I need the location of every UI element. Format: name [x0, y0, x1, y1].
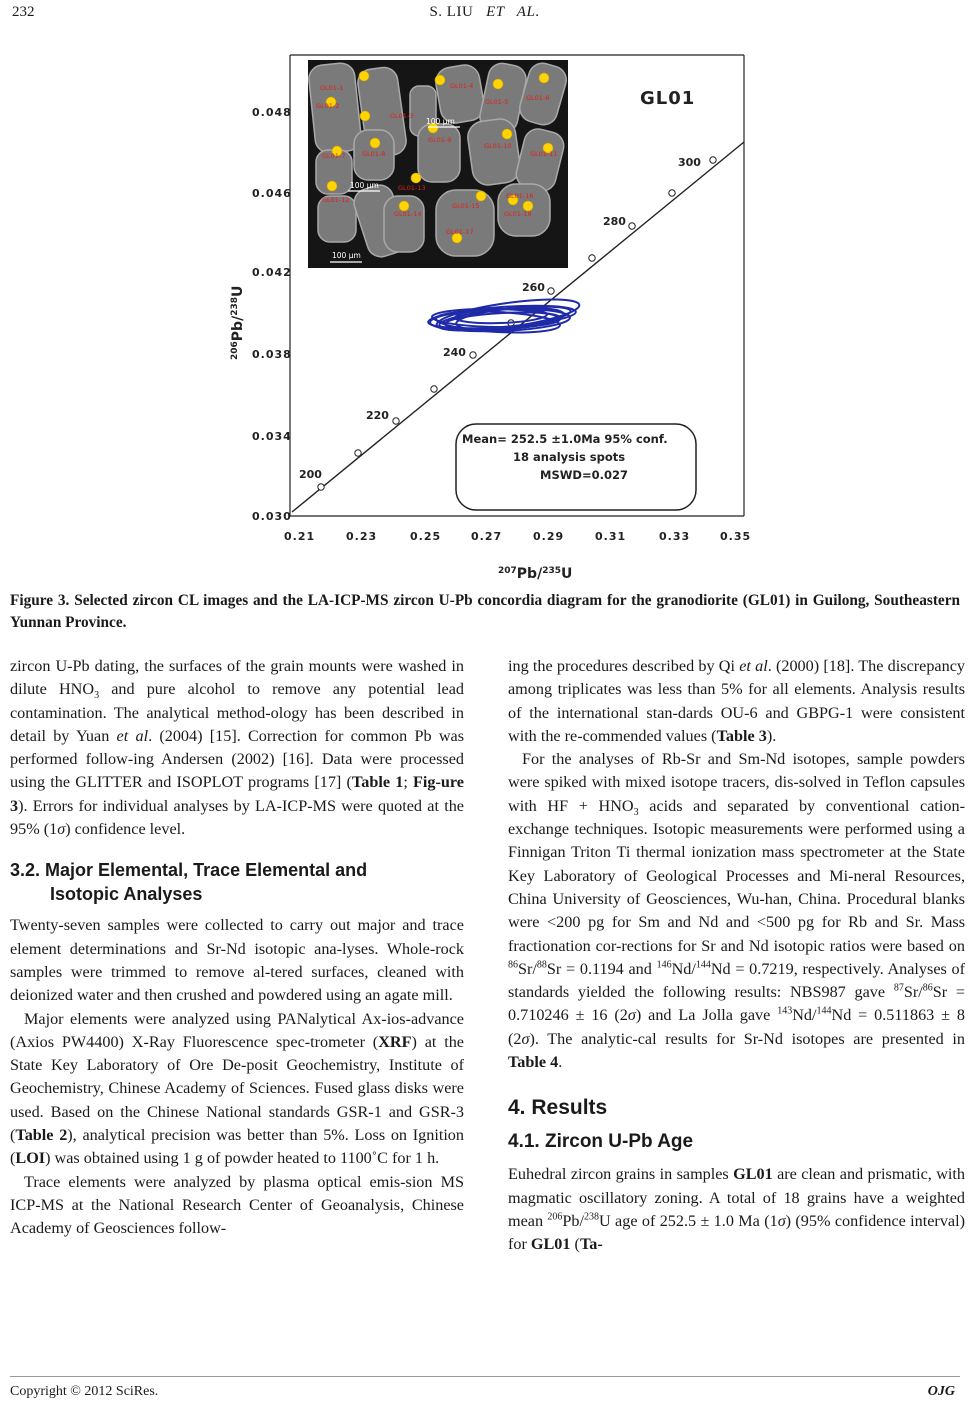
age-label: 240 [443, 346, 466, 359]
age-label: 260 [522, 281, 545, 294]
paragraph: ing the procedures described by Qi et al. (2000) [18]. The discrepancy among triplicates was less than 5% for all elements. Analysis results of the international stan-dards OU-6 and GBPG-1 were consistent with the re-commended values (Table 3). [508, 657, 965, 745]
spot-label: GL01-15 [452, 202, 480, 210]
spot-label: GL01-10 [484, 142, 512, 150]
x-tick-label: 0.25 [410, 530, 442, 543]
spot-label: GL01-2 [316, 102, 340, 110]
spot-label: GL01-17 [446, 228, 474, 236]
scale-bar-label: 100 μm [332, 251, 361, 260]
right-column [508, 655, 965, 1257]
x-tick-label: 0.31 [595, 530, 627, 543]
age-label: 220 [366, 409, 389, 422]
paragraph: For the analyses of Rb-Sr and Sm-Nd isotopes, sample powders were spiked with mixed isotope tracers, dis-solved in Teflon capsules with HF + $HNO_3$ acids and separated by conventional cation-exchange techniques. Isotopic measurements were performed using a Finnigan Triton Ti thermal ionization mass spectrometer at the State Key Laboratory of Geological Processes and Mi-neral Resources, China University of Geosciences, Wu-han, China. Procedural blanks were <200 pg for Sm and Nd and <500 pg for Rb and Sr. Mass fractionation cor-rections for Sr and Nd isotopic ratios were based on $^{86}$Sr/$^{88}$Sr = 0.1194 and $^{146}$Nd/$^{144}$Nd = 0.7219, respectively. Analyses of standards yielded the following results: NBS987 gave $^{87}$Sr/$^{86}$Sr = 0.710246 ± 16 (2σ) and La Jolla gave $^{143}$Nd/$^{144}$Nd = 0.511863 ± 8 (2σ). The analytic-cal results for Sr-Nd isotopes are presented in Table 4. [508, 750, 966, 1072]
spot-label: GL01-5 [485, 98, 509, 106]
y-tick-label: 0.038 [252, 348, 292, 361]
running-header-authors: S. LIU ET AL. [429, 4, 540, 20]
y-tick-label: 0.048 [252, 106, 292, 119]
figure-caption: Figure 3. Selected zircon CL images and the LA-ICP-MS zircon U-Pb concordia diagram for the granodiorite (GL01) in Guilong, Southeastern Yunnan Province. [10, 592, 960, 631]
footer-journal: OJG [927, 1384, 955, 1399]
age-label: 300 [678, 156, 701, 169]
section-heading: 4. Results [508, 1096, 608, 1120]
paragraph: Twenty-seven samples were collected to carry out major and trace element determinations and Sr-Nd isotopic ana-lyses. Whole-rock samples were trimmed to remove al-tered surfaces, cleaned with deionized water and then crushed and powdered using an agate mill. [10, 916, 464, 1005]
spot-label: GL01-1 [320, 84, 344, 92]
result-box [456, 424, 696, 510]
result-mean: Mean= 252.5 ±1.0Ma 95% conf. [462, 432, 668, 446]
x-tick-label: 0.35 [720, 530, 752, 543]
spot-label: GL01-3 [390, 112, 414, 120]
spot-label: GL01-13 [398, 184, 426, 192]
x-tick-label: 0.23 [346, 530, 378, 543]
error-ellipses [427, 293, 580, 337]
paragraph: Euhedral zircon grains in samples GL01 are clean and prismatic, with magmatic oscillatory zoning. A total of 18 grains have a weighted mean $^{206}$Pb/$^{238}$U age of 252.5 ± 1.0 Ma (1σ) (95% confidence interval) for GL01 (Ta- [508, 1165, 965, 1254]
footer-rule [10, 1376, 960, 1377]
y-tick-label: 0.046 [252, 187, 292, 200]
spot-label: GL01-11 [530, 150, 558, 158]
paragraph: Trace elements were analyzed by plasma optical emis-sion MS ICP-MS at the National Research Center of Geoanalysis, Chinese Academy of Geosciences follow- [10, 1172, 464, 1238]
x-tick-label: 0.21 [284, 530, 316, 543]
footer-copyright: Copyright © 2012 SciRes. [10, 1384, 159, 1399]
scale-bar-label: 100 μm [350, 181, 379, 190]
section-heading-cont: Isotopic Analyses [50, 884, 203, 905]
x-tick-label: 0.27 [471, 530, 503, 543]
subsection-heading: 4.1. Zircon U-Pb Age [508, 1131, 694, 1153]
scale-bar-label: 100 μm [426, 117, 455, 126]
cl-image-inset [308, 60, 570, 268]
y-tick-label: 0.030 [252, 510, 292, 523]
y-tick-label: 0.042 [252, 266, 292, 279]
panel-label: GL01 [640, 88, 696, 109]
paragraph: zircon U-Pb dating, the surfaces of the grain mounts were washed in dilute $HNO_3$ and pure alcohol to remove any potential lead contamination. The analytical method-ology has been described in detail by Yuan et al. (2004) [15]. Correction for common Pb was performed follow-ing Andersen (2002) [16]. Data were processed using the GLITTER and ISOPLOT programs [17] (Table 1; Fig-ure 3). Errors for individual analyses by LA-ICP-MS were quoted at the 95% (1σ) confidence level. [10, 657, 465, 839]
spot-label: GL01-4 [450, 82, 474, 90]
page-number: 232 [12, 4, 35, 20]
age-label: 280 [603, 215, 626, 228]
x-tick-label: 0.33 [659, 530, 691, 543]
spot-label: GL01-14 [394, 210, 422, 218]
spot-label: GL01-8 [362, 150, 386, 158]
spot-label: GL01-9 [428, 136, 452, 144]
y-tick-label: 0.034 [252, 430, 292, 443]
y-axis-title: $^{206}$Pb/$^{238}$U [230, 285, 246, 360]
spot-label: GL01-6 [526, 94, 550, 102]
x-axis-title: $^{207}$Pb/$^{235}$U [498, 566, 573, 582]
left-column [10, 655, 464, 1241]
age-label: 200 [299, 468, 322, 481]
result-mswd: MSWD=0.027 [540, 468, 628, 482]
spot-label: GL01-18 [504, 210, 532, 218]
spot-label: GL01-7 [322, 152, 346, 160]
result-spots: 18 analysis spots [513, 450, 626, 464]
spot-label: GL01-12 [322, 196, 350, 204]
paragraph: Major elements were analyzed using PANalytical Ax-ios-advance (Axios PW4400) X-Ray Fluorescence spec-trometer (XRF) at the State Key Laboratory of Ore De-posit Geochemistry, Institute of Geochemistry, Chinese Academy of Sciences. Fused glass disks were used. Based on the Chinese National standards GSR-1 and GSR-3 (Table 2), analytical precision was better than 5%. Loss on Ignition (LOI) was obtained using 1 g of powder heated to 1100˚C for 1 h. [10, 1009, 464, 1168]
concordia-figure [0, 0, 969, 590]
x-tick-label: 0.29 [533, 530, 565, 543]
section-heading: 3.2. Major Elemental, Trace Elemental and [10, 860, 368, 881]
spot-label: GL01-16 [506, 192, 534, 200]
